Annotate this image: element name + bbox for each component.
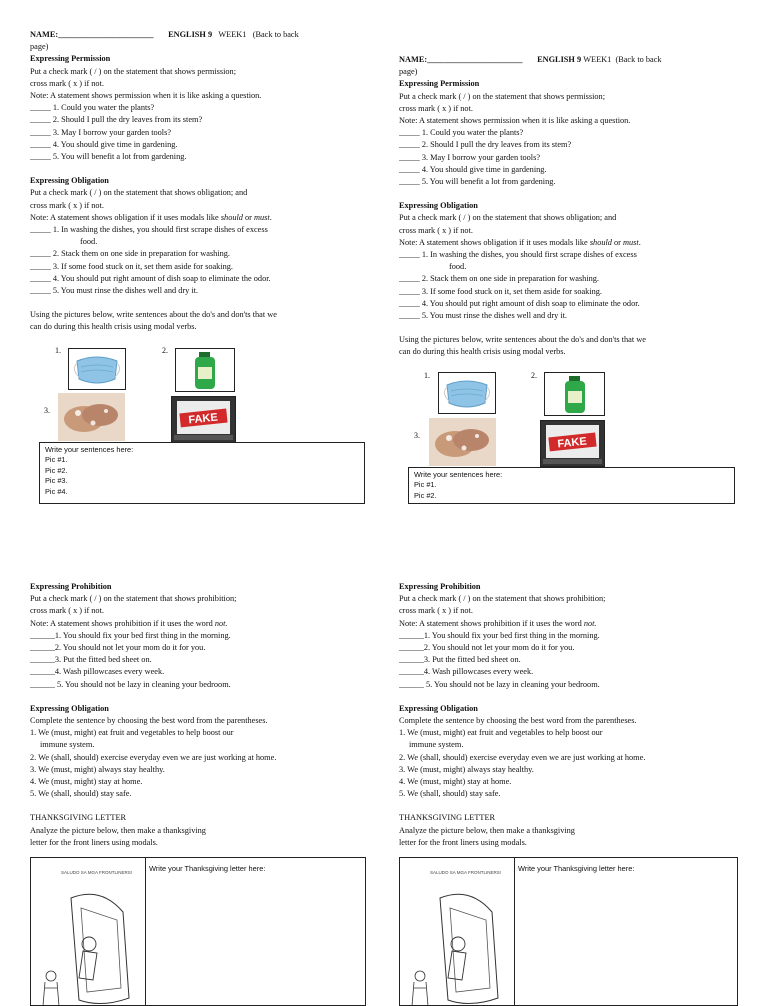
sanitizer-bottle-icon <box>176 349 234 391</box>
hand-washing-image <box>429 418 496 466</box>
obligation-item: _____ 5. You must rinse the dishes well and dry it. <box>399 311 568 321</box>
sentence-line: Pic #1. <box>414 480 437 490</box>
obligation2-item-cont: immune system. <box>409 740 464 750</box>
obligation-instr-2: cross mark ( x ) if not. <box>30 200 104 210</box>
permission-item: _____ 5. You will benefit a lot from gardening. <box>30 152 187 162</box>
sentences-box[interactable] <box>408 467 735 504</box>
sentence-line: Pic #4. <box>45 486 68 496</box>
alcohol-bottle-image <box>175 348 235 392</box>
obligation2-instr: Complete the sentence by choosing the best word from the parentheses. <box>399 716 637 726</box>
obligation-item: _____ 2. Stack them on one side in preparation for washing. <box>399 274 600 284</box>
prohibition-item: ______ 5. You should not be lazy in cleaning your bedroom. <box>30 679 231 689</box>
thanksgiving-letter-box[interactable] <box>30 857 366 1006</box>
permission-item: _____ 4. You should give time in gardening. <box>30 139 178 149</box>
prohibition-instr-1: Put a check mark ( / ) on the statement that shows prohibition; <box>30 594 237 604</box>
permission-instr-2: cross mark ( x ) if not. <box>399 103 473 113</box>
washing-hands-icon <box>58 393 125 441</box>
fake-news-image <box>171 396 236 443</box>
obligation-item: _____ 3. If some food stuck on it, set them aside for soaking. <box>30 261 234 271</box>
prohibition-title: Expressing Prohibition <box>399 582 481 591</box>
thanksgiving-box-label: Write your Thanksgiving letter here: <box>149 864 266 873</box>
permission-title: Expressing Permission <box>399 79 480 89</box>
obligation-item: _____ 4. You should put right amount of dish soap to eliminate the odor. <box>399 298 640 308</box>
obligation2-item: 3. We (must, might) always stay healthy. <box>399 764 534 774</box>
worksheet-top-left <box>30 29 372 334</box>
obligation2-item: 4. We (must, might) stay at home. <box>399 777 512 787</box>
prohibition-item: ______3. Put the fitted bed sheet on. <box>399 655 521 665</box>
thanks-instr-1: Analyze the picture below, then make a thanksgiving <box>399 825 575 835</box>
worksheet-bottom-left <box>30 581 372 849</box>
sentence-line: Pic #2. <box>45 465 68 475</box>
prohibition-title: Expressing Prohibition <box>30 582 112 591</box>
obligation2-item: 1. We (must, might) eat fruit and vegetables to help boost our <box>30 728 234 738</box>
thanks-title: THANKSGIVING LETTER <box>399 813 496 823</box>
pictures-intro-1: Using the pictures below, write sentences about the do's and don'ts that we <box>399 335 646 345</box>
header-line <box>30 29 372 41</box>
prohibition-instr-2: cross mark ( x ) if not. <box>30 606 104 616</box>
obligation-item: _____ 1. In washing the dishes, you should first scrape dishes of excess <box>399 250 637 260</box>
permission-instr-1: Put a check mark ( / ) on the statement that shows permission; <box>30 66 236 76</box>
permission-item: _____ 4. You should give time in gardening. <box>399 164 547 174</box>
obligation-instr-1: Put a check mark ( / ) on the statement that shows obligation; and <box>399 213 617 223</box>
name-field: NAME:_______________________ <box>399 55 523 64</box>
washing-hands-icon <box>429 418 496 466</box>
obligation2-title: Expressing Obligation <box>399 703 478 713</box>
cartoon-caption: SALUDO SA MGA FRONTLINERS! <box>430 870 502 875</box>
prohibition-note: Note: A statement shows prohibition if it uses the word not. <box>399 618 597 628</box>
alcohol-bottle-image <box>544 372 605 416</box>
permission-item: _____ 3. May I borrow your garden tools? <box>399 152 541 162</box>
sentence-line: Pic #2. <box>414 490 437 500</box>
obligation2-item: 3. We (must, might) always stay healthy. <box>30 764 165 774</box>
thanks-instr-2: letter for the front liners using modals. <box>399 837 527 847</box>
obligation2-title: Expressing Obligation <box>30 703 109 713</box>
face-mask-image <box>68 348 126 390</box>
obligation-item: _____ 4. You should put right amount of dish soap to eliminate the odor. <box>30 273 271 283</box>
sanitizer-bottle-icon <box>545 373 604 415</box>
thanks-instr-2: letter for the front liners using modals. <box>30 837 158 847</box>
permission-note: Note: A statement shows permission when it is like asking a question. <box>30 91 262 101</box>
sentences-box-title: Write your sentences here: <box>414 470 503 479</box>
permission-item: _____ 3. May I borrow your garden tools? <box>30 127 172 137</box>
permission-item: _____ 5. You will benefit a lot from gardening. <box>399 177 556 187</box>
pic-number-1: 1. <box>424 371 430 380</box>
pic-number-2: 2. <box>162 346 168 355</box>
fake-stamp-text: FAKE <box>556 435 588 451</box>
frontliner-cartoon <box>31 858 146 1005</box>
laptop-icon <box>172 397 235 442</box>
obligation-item-cont: food. <box>449 262 467 272</box>
obligation-instr-1: Put a check mark ( / ) on the statement that shows obligation; and <box>30 188 248 198</box>
obligation2-item: 4. We (must, might) stay at home. <box>30 777 143 787</box>
sentences-box-title: Write your sentences here: <box>45 445 134 454</box>
cartoon-caption: SALUDO SA MGA FRONTLINERS! <box>61 870 133 875</box>
frontliner-cartoon <box>400 858 515 1005</box>
obligation-item: _____ 2. Stack them on one side in preparation for washing. <box>30 249 231 259</box>
permission-instr-2: cross mark ( x ) if not. <box>30 78 104 88</box>
header-line <box>399 54 741 66</box>
worksheet-top-right <box>399 54 741 359</box>
hand-washing-image <box>58 393 125 441</box>
header-note-cont: page) <box>399 67 418 77</box>
obligation2-item: 5. We (shall, should) stay safe. <box>30 789 132 799</box>
face-mask-icon <box>439 373 495 413</box>
prohibition-instr-1: Put a check mark ( / ) on the statement that shows prohibition; <box>399 594 606 604</box>
face-mask-icon <box>69 349 125 389</box>
fake-news-image <box>540 420 605 467</box>
thanks-title: THANKSGIVING LETTER <box>30 813 127 823</box>
obligation2-item-cont: immune system. <box>40 740 95 750</box>
obligation2-item: 2. We (shall, should) exercise everyday even we are just working at home. <box>399 752 646 762</box>
prohibition-item: ______3. Put the fitted bed sheet on. <box>30 655 152 665</box>
fake-stamp-text: FAKE <box>187 411 219 427</box>
permission-instr-1: Put a check mark ( / ) on the statement that shows permission; <box>399 91 605 101</box>
frontliner-drawing-icon <box>400 858 514 1005</box>
sentence-line: Pic #3. <box>45 476 68 486</box>
obligation-item: _____ 3. If some food stuck on it, set them aside for soaking. <box>399 286 603 296</box>
pictures-intro-2: can do during this health crisis using modal verbs. <box>30 322 197 332</box>
obligation-item: _____ 1. In washing the dishes, you should first scrape dishes of excess <box>30 225 268 235</box>
obligation-note: Note: A statement shows obligation if it uses modals like should or must. <box>399 237 641 247</box>
obligation2-item: 2. We (shall, should) exercise everyday even we are just working at home. <box>30 752 277 762</box>
obligation2-item: 5. We (shall, should) stay safe. <box>399 789 501 799</box>
pic-number-3: 3. <box>44 406 50 415</box>
week-label: WEEK1 <box>583 55 612 64</box>
name-field: NAME:_______________________ <box>30 30 154 39</box>
prohibition-instr-2: cross mark ( x ) if not. <box>399 606 473 616</box>
week-label: WEEK1 <box>218 30 247 39</box>
permission-note: Note: A statement shows permission when it is like asking a question. <box>399 116 631 126</box>
obligation-note: Note: A statement shows obligation if it uses modals like should or must. <box>30 212 272 222</box>
obligation-title: Expressing Obligation <box>399 201 478 211</box>
prohibition-item: ______4. Wash pillowcases every week. <box>30 667 165 677</box>
sentences-box[interactable] <box>39 442 365 504</box>
obligation-instr-2: cross mark ( x ) if not. <box>399 225 473 235</box>
subject-label: ENGLISH 9 <box>168 30 213 39</box>
permission-title: Expressing Permission <box>30 54 111 64</box>
laptop-icon <box>541 421 604 466</box>
obligation2-instr: Complete the sentence by choosing the best word from the parentheses. <box>30 716 268 726</box>
permission-item: _____ 2. Should I pull the dry leaves from its stem? <box>399 140 572 150</box>
permission-item: _____ 1. Could you water the plants? <box>399 128 524 138</box>
prohibition-item: ______2. You should not let your mom do it for you. <box>30 643 206 653</box>
prohibition-item: ______1. You should fix your bed first thing in the morning. <box>399 630 600 640</box>
prohibition-item: ______1. You should fix your bed first thing in the morning. <box>30 630 231 640</box>
thanks-instr-1: Analyze the picture below, then make a thanksgiving <box>30 825 206 835</box>
pictures-intro-1: Using the pictures below, write sentences about the do's and don'ts that we <box>30 310 277 320</box>
thanksgiving-box-label: Write your Thanksgiving letter here: <box>518 864 635 873</box>
prohibition-note: Note: A statement shows prohibition if it uses the word not. <box>30 618 228 628</box>
back-to-back-note: (Back to back <box>252 30 299 39</box>
sentence-line: Pic #1. <box>45 455 68 465</box>
frontliner-drawing-icon <box>31 858 145 1005</box>
header-note-cont: page) <box>30 42 49 52</box>
obligation-item-cont: food. <box>80 237 98 247</box>
subject-label: ENGLISH 9 <box>537 55 582 64</box>
pic-number-3: 3. <box>414 431 420 440</box>
face-mask-image <box>438 372 496 414</box>
prohibition-item: ______4. Wash pillowcases every week. <box>399 667 534 677</box>
obligation-title: Expressing Obligation <box>30 176 109 186</box>
obligation2-item: 1. We (must, might) eat fruit and vegetables to help boost our <box>399 728 603 738</box>
prohibition-item: ______ 5. You should not be lazy in cleaning your bedroom. <box>399 679 600 689</box>
permission-item: _____ 2. Should I pull the dry leaves from its stem? <box>30 115 203 125</box>
permission-item: _____ 1. Could you water the plants? <box>30 103 155 113</box>
pictures-intro-2: can do during this health crisis using modal verbs. <box>399 347 566 357</box>
worksheet-bottom-right <box>399 581 741 849</box>
pic-number-1: 1. <box>55 346 61 355</box>
thanksgiving-letter-box[interactable] <box>399 857 738 1006</box>
obligation-item: _____ 5. You must rinse the dishes well and dry it. <box>30 286 199 296</box>
back-to-back-note: (Back to back <box>615 55 662 64</box>
prohibition-item: ______2. You should not let your mom do it for you. <box>399 643 575 653</box>
pic-number-2: 2. <box>531 371 537 380</box>
